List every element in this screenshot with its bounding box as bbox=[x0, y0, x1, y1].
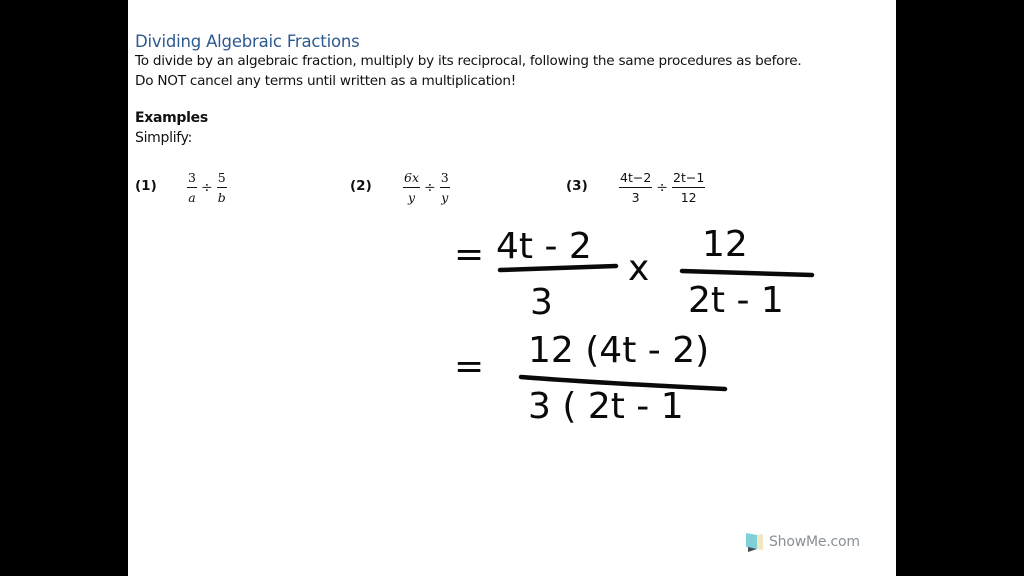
fraction-bar bbox=[619, 187, 652, 188]
problem-expression bbox=[619, 166, 705, 208]
fraction-right bbox=[440, 170, 450, 205]
step2-fraction-bar bbox=[521, 377, 725, 389]
numerator: 4t−2 bbox=[620, 169, 652, 185]
denominator: y bbox=[407, 189, 416, 205]
showme-brand-text: ShowMe.com bbox=[769, 534, 860, 550]
intro-line-2: Do NOT cancel any terms until written as a multiplication! bbox=[135, 73, 516, 89]
showme-watermark bbox=[745, 531, 860, 553]
slide-title: Dividing Algebraic Fractions bbox=[135, 32, 360, 51]
examples-heading: Examples bbox=[135, 110, 208, 126]
fraction-right bbox=[672, 170, 705, 205]
whiteboard-slide bbox=[128, 0, 896, 576]
fraction-bar bbox=[440, 187, 450, 188]
numerator: 3 bbox=[440, 169, 449, 185]
fraction-bar bbox=[187, 187, 197, 188]
fraction-bar bbox=[403, 187, 420, 188]
handwritten-step-2 bbox=[454, 330, 725, 427]
numerator: 6x bbox=[404, 169, 420, 185]
problem-expression bbox=[403, 166, 450, 208]
step2-equals: = bbox=[454, 346, 485, 387]
denominator: a bbox=[188, 189, 196, 205]
intro-line-1: To divide by an algebraic fraction, multiply by its reciprocal, following the same procedures as before. bbox=[135, 53, 802, 69]
showme-logo-icon bbox=[745, 531, 765, 553]
divide-sign: ÷ bbox=[200, 180, 213, 196]
step1-right-fraction-bar bbox=[682, 271, 812, 275]
fraction-bar bbox=[217, 187, 227, 188]
step1-left-numerator: 4t - 2 bbox=[496, 226, 592, 267]
denominator: 12 bbox=[680, 189, 697, 205]
denominator: 3 bbox=[631, 189, 640, 205]
handwritten-step-1 bbox=[454, 224, 812, 323]
problem-expression bbox=[187, 166, 227, 208]
numerator: 5 bbox=[217, 169, 226, 185]
step1-times-sign: x bbox=[628, 248, 650, 289]
simplify-instruction: Simplify: bbox=[135, 130, 193, 146]
step2-numerator: 12 (4t - 2) bbox=[528, 330, 710, 371]
step2-denominator: 3 ( 2t - 1 bbox=[528, 386, 684, 427]
step1-left-denominator: 3 bbox=[530, 282, 553, 323]
fraction-right bbox=[217, 170, 227, 205]
problem-label: (1) bbox=[135, 178, 157, 194]
step1-right-numerator: 12 bbox=[702, 224, 748, 265]
problem-label: (2) bbox=[350, 178, 372, 194]
divide-sign: ÷ bbox=[656, 180, 669, 196]
divide-sign: ÷ bbox=[424, 180, 436, 196]
problem-label: (3) bbox=[566, 178, 588, 194]
numerator: 2t−1 bbox=[673, 169, 705, 185]
fraction-left bbox=[403, 170, 420, 205]
step1-equals: = bbox=[454, 234, 485, 275]
denominator: b bbox=[217, 189, 226, 205]
step1-right-denominator: 2t - 1 bbox=[688, 280, 784, 321]
fraction-left bbox=[619, 170, 652, 205]
denominator: y bbox=[441, 189, 449, 205]
numerator: 3 bbox=[188, 169, 196, 185]
fraction-left bbox=[187, 170, 197, 205]
fraction-bar bbox=[672, 187, 705, 188]
step1-left-fraction-bar bbox=[500, 266, 616, 270]
